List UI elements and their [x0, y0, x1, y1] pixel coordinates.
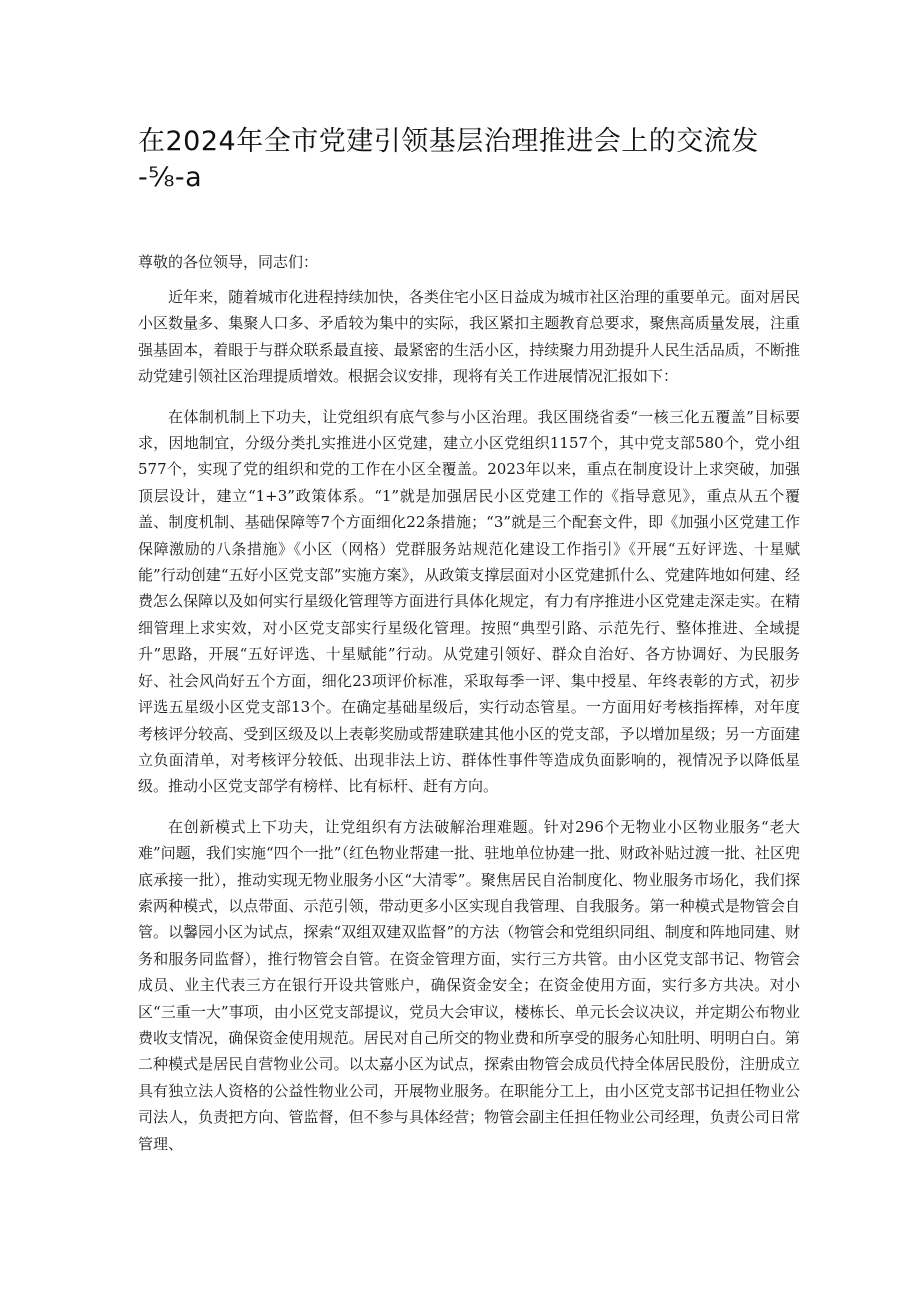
- salutation: 尊敬的各位领导，同志们：: [138, 253, 319, 271]
- document-title: [138, 124, 800, 196]
- paragraph-institutional-mechanism: 在体制机制上下功夫，让党组织有底气参与小区治理。我区围绕省委“一核三化五覆盖”目标要求，因地制宜，分级分类扎实推进小区党建，建立小区党组织1157个，其中党支部580个，党小组577个，实现了党的组织和党的工作在小区全覆盖。2023年以来，重点在制度设计上求突破，加强顶层设计，建立“1+3”政策体系。“1”就是加强居民小区党建工作的《指导意见》，重点从五个覆盖、制度机制、基础保障等7个方面细化22条措施；“3”就是三个配套文件，即《加强小区党建工作保障激励的八条措施》《小区（网格）党群服务站规范化建设工作指引》《开展“五好评选、十星赋能”行动创建“五好小区党支部”实施方案》，从政策支撑层面对小区党建抓什么、党建阵地如何建、经费怎么保障以及如何实行星级化管理等方面进行具体化规定，有力有序推进小区党建走深走实。在精细管理上求实效，对小区党支部实行星级化管理。按照“典型引路、示范先行、整体推进、全域提升”思路，开展“五好评选、十星赋能”行动。从党建引领好、群众自治好、各方协调好、为民服务好、社会风尚好五个方面，细化23项评价标准，采取每季一评、集中授星、年终表彰的方式，初步评选五星级小区党支部13个。在确定基础星级后，实行动态管星。一方面用好考核指挥棒，对年度考核评分较高、受到区级及以上表彰奖励或帮建联建其他小区的党支部，予以增加星级；另一方面建立负面清单，对考核评分较低、出现非法上访、群体性事件等造成负面影响的，视情况予以降低星级。推动小区党支部学有榜样、比有标杆、赶有方向。: [138, 407, 800, 796]
- document-page: [138, 0, 800, 1157]
- paragraph-introduction: 近年来，随着城市化进程持续加快，各类住宅小区日益成为城市社区治理的重要单元。面对居民小区数量多、集聚人口多、矛盾较为集中的实际，我区紧扣主题教育总要求，聚焦高质量发展，注重强基固本，着眼于与群众联系最直接、最紧密的生活小区，持续聚力用劲提升人民生活品质，不断推动党建引领社区治理提质增效。根据会议安排，现将有关工作进展情况汇报如下：: [138, 288, 800, 386]
- paragraph-innovation-model: 在创新模式上下功夫，让党组织有方法破解治理难题。针对296个无物业小区物业服务“老大难”问题，我们实施“四个一批”（红色物业帮建一批、驻地单位协建一批、财政补贴过渡一批、社区兜底承接一批），推动实现无物业服务小区“大清零”。聚焦居民自治制度化、物业服务市场化，我们探索两种模式，以点带面、示范引领，带动更多小区实现自我管理、自我服务。第一种模式是物管会自管。以馨园小区为试点，探索“双组双建双监督”的方法（物管会和党组织同组、制度和阵地同建、财务和服务同监督），推行物管会自管。在资金管理方面，实行三方共管。由小区党支部书记、物管会成员、业主代表三方在银行开设共管账户，确保资金安全；在资金使用方面，实行多方共决。对小区“三重一大”事项，由小区党支部提议，党员大会审议，楼栋长、单元长会议决议，并定期公布物业费收支情况，确保资金使用规范。居民对自己所交的物业费和所享受的服务心知肚明、明明白白。第二种模式是居民自营物业公司。以太嘉小区为试点，探索由物管会成员代持全体居民股份，注册成立具有独立法人资格的公益性物业公司，开展物业服务。在职能分工上，由小区党支部书记担任物业公司法人，负责把方向、管监督，但不参与具体经营；物管会副主任担任物业公司经理，负责公司日常管理、: [138, 817, 800, 1153]
- title-line-1: 在2024年全市党建引领基层治理推进会上的交流发: [138, 126, 759, 157]
- title-line-2: -⅝-a: [138, 162, 203, 193]
